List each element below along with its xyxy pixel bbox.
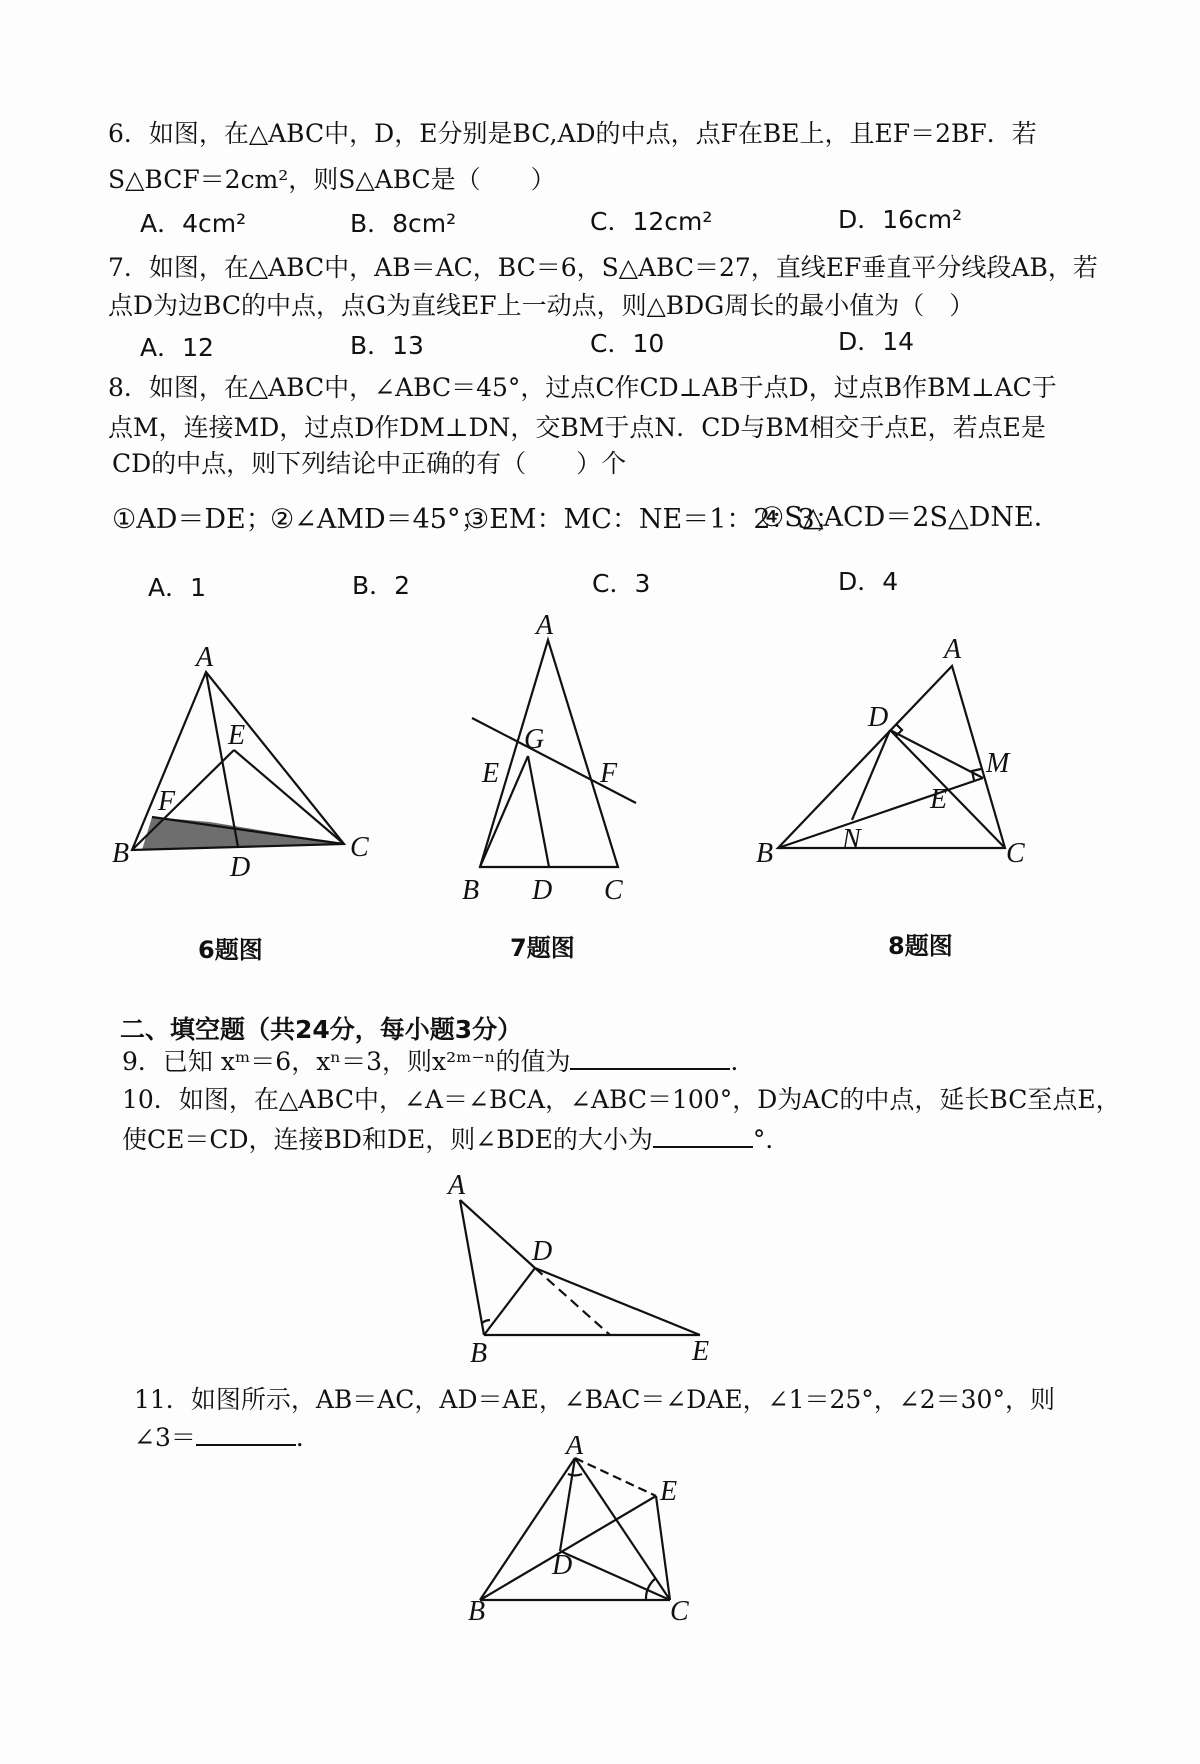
q8-option-c: C．3 — [592, 569, 651, 598]
fig11-label-e: E — [660, 1476, 678, 1507]
figure-q8 — [750, 630, 1040, 870]
fig6-label-e: E — [228, 720, 246, 751]
caption-fig8: 8题图 — [888, 932, 953, 960]
q10-stem-line1: 10．如图，在△ABC中，∠A＝∠BCA，∠ABC＝100°，D为AC的中点，延长BC至点E， — [122, 1085, 1121, 1114]
q9-answer-blank — [570, 1046, 730, 1070]
fig6-label-c: C — [350, 832, 369, 863]
fig7-label-e: E — [482, 758, 500, 789]
fig11-label-c: C — [670, 1596, 689, 1626]
fig10-label-e: E — [692, 1336, 710, 1367]
q8-statement-2: ②∠AMD＝45°； — [270, 504, 488, 535]
q8-stem-line2: 点M，连接MD，过点D作DM⊥DN，交BM于点N．CD与BM相交于点E，若点E是 — [108, 413, 1046, 442]
q7-stem-line2: 点D为边BC的中点，点G为直线EF上一动点，则△BDG周长的最小值为（ ） — [108, 291, 975, 320]
figure-q10 — [430, 1160, 730, 1370]
fig6-label-a: A — [196, 642, 214, 673]
q8-stem-line1: 8．如图，在△ABC中，∠ABC＝45°，过点C作CD⊥AB于点D，过点B作BM⊥AC于 — [108, 373, 1057, 402]
q6-option-d: D．16cm² — [838, 205, 963, 234]
q7-option-a: A．12 — [140, 333, 214, 362]
fig6-label-f: F — [158, 786, 176, 817]
fig6-label-b: B — [112, 838, 130, 869]
q6-option-c: C．12cm² — [590, 207, 713, 236]
q8-statement-1: ①AD＝DE； — [112, 504, 273, 535]
fig11-label-a: A — [566, 1436, 584, 1461]
q11-stem-line1: 11．如图所示，AB＝AC，AD＝AE，∠BAC＝∠DAE，∠1＝25°，∠2＝30°，则 — [134, 1385, 1055, 1414]
q7-stem-line1: 7．如图，在△ABC中，AB＝AC，BC＝6，S△ABC＝27，直线EF垂直平分线段AB，若 — [108, 253, 1098, 282]
figure-q11 — [460, 1436, 720, 1626]
q8-option-b: B．2 — [352, 571, 411, 600]
q7-option-b: B．13 — [350, 331, 424, 360]
fig11-label-d: D — [552, 1550, 573, 1581]
fig8-label-e: E — [930, 784, 948, 815]
q8-option-a: A．1 — [148, 573, 207, 602]
fig7-label-g: G — [524, 724, 545, 755]
q9-stem: 9．已知 xᵐ＝6，xⁿ＝3，则x²ᵐ⁻ⁿ的值为 ． — [122, 1047, 756, 1076]
fig10-label-d: D — [532, 1236, 553, 1267]
fig8-label-m: M — [986, 748, 1010, 779]
q10-stem-line2: 使CE＝CD，连接BD和DE，则∠BDE的大小为 °． — [122, 1125, 791, 1154]
q11-stem-line2: ∠3＝ ． — [134, 1423, 321, 1452]
fig7-label-b: B — [462, 875, 480, 906]
q10-answer-blank — [653, 1124, 753, 1148]
q6-stem-line1: 6．如图，在△ABC中，D，E分别是BC,AD的中点，点F在BE上，且EF＝2BF．若 — [108, 119, 1037, 148]
figure-q6 — [110, 640, 390, 880]
q8-statement-3: ③EM：MC：NE＝1：2：3； — [465, 504, 842, 535]
fig7-label-d: D — [532, 875, 553, 906]
q6-option-a: A．4cm² — [140, 209, 247, 238]
q8-statement-4: ④S△ACD＝2S△DNE． — [760, 502, 1061, 533]
fig7-label-a: A — [536, 610, 554, 641]
q8-stem-line3: CD的中点，则下列结论中正确的有（ ）个 — [112, 449, 627, 478]
fig8-label-n: N — [842, 824, 861, 855]
q11-answer-blank — [196, 1422, 296, 1446]
fig8-label-a: A — [944, 634, 962, 665]
figure-q7 — [450, 610, 650, 910]
caption-fig7: 7题图 — [510, 934, 575, 962]
q8-option-d: D．4 — [838, 567, 899, 596]
fig10-label-b: B — [470, 1338, 488, 1369]
q7-option-c: C．10 — [590, 329, 665, 358]
q6-stem-line2: S△BCF＝2cm²，则S△ABC是（ ） — [108, 165, 556, 194]
caption-fig6: 6题图 — [198, 936, 263, 964]
fig6-label-d: D — [230, 852, 251, 880]
fig8-label-d: D — [868, 702, 889, 733]
fig8-label-c: C — [1006, 838, 1025, 869]
fig8-label-b: B — [756, 838, 774, 869]
q7-option-d: D．14 — [838, 327, 915, 356]
section2-title: 二、填空题（共24分，每小题3分） — [120, 1015, 523, 1044]
q6-option-b: B．8cm² — [350, 209, 457, 238]
fig11-label-b: B — [468, 1596, 486, 1626]
fig10-label-a: A — [448, 1170, 466, 1201]
fig7-label-f: F — [600, 758, 618, 789]
fig7-label-c: C — [604, 875, 623, 906]
